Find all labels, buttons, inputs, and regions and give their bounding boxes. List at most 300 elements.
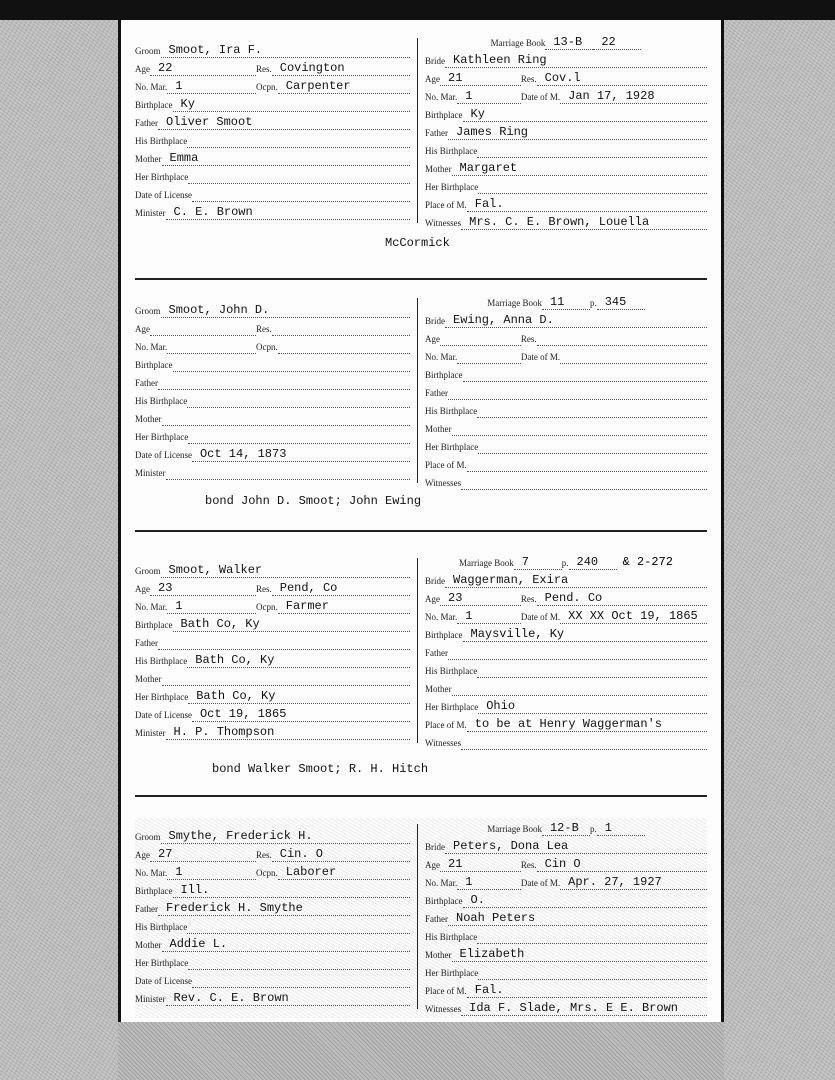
- form-row: [135, 722, 410, 740]
- field-label: His Birthplace: [135, 396, 188, 406]
- form-field: [487, 296, 590, 310]
- field-label: Groom: [135, 566, 161, 576]
- form-field: [425, 406, 707, 418]
- groom-section: [135, 40, 410, 220]
- field-label: Age: [135, 64, 150, 74]
- field-label: Mother: [135, 414, 162, 424]
- form-field: [425, 146, 707, 158]
- form-row: [135, 372, 410, 390]
- form-field: [135, 62, 256, 76]
- form-row: [425, 872, 707, 890]
- field-label: Birthplace: [135, 620, 173, 630]
- field-label: Father: [135, 118, 158, 128]
- form-row: [425, 194, 707, 212]
- field-value: 13-B: [545, 36, 593, 50]
- field-label: Birthplace: [425, 630, 463, 640]
- field-label: Bride: [425, 316, 445, 326]
- form-field: [135, 414, 410, 426]
- column-divider: [417, 824, 418, 1009]
- form-row: [425, 364, 707, 382]
- record-note: McCormick: [385, 236, 450, 250]
- form-field: [425, 574, 707, 588]
- form-field: [135, 136, 410, 148]
- field-value: Fal.: [467, 984, 707, 998]
- form-field: [425, 700, 707, 714]
- field-label: Marriage Book: [487, 824, 542, 834]
- form-field: [425, 90, 521, 104]
- form-field: [562, 556, 617, 570]
- form-field: [256, 866, 410, 880]
- field-label: No. Mar.: [425, 878, 458, 888]
- form-field: [135, 618, 410, 632]
- field-label: Birthplace: [135, 886, 173, 896]
- form-field: [425, 126, 707, 140]
- form-field: [135, 884, 410, 898]
- form-field: [135, 976, 410, 988]
- form-row: [135, 880, 410, 898]
- form-row: [135, 76, 410, 94]
- field-label: Res.: [520, 860, 537, 870]
- field-value: 1: [167, 80, 256, 94]
- form-field: [425, 932, 707, 944]
- field-label: Mother: [135, 674, 162, 684]
- form-field: [135, 378, 410, 390]
- form-row: [135, 826, 410, 844]
- field-value: Cov.l: [537, 72, 707, 86]
- field-label: Res.: [256, 850, 272, 860]
- field-value: Peters, Dona Lea: [445, 840, 707, 854]
- form-field: [135, 708, 410, 722]
- field-label: Age: [135, 324, 150, 334]
- form-field: [256, 324, 410, 336]
- form-row: [135, 916, 410, 934]
- form-field: [425, 840, 707, 854]
- form-field: [425, 478, 707, 490]
- field-label: Birthplace: [135, 360, 173, 370]
- field-label: Her Birthplace: [135, 432, 189, 442]
- field-label: His Birthplace: [425, 406, 478, 416]
- form-field: [256, 62, 410, 76]
- field-label: No. Mar.: [135, 868, 168, 878]
- form-field: [135, 98, 410, 112]
- field-value: Covington: [272, 62, 410, 76]
- form-field: [425, 684, 707, 696]
- field-label: Father: [425, 388, 448, 398]
- form-field: [425, 592, 521, 606]
- field-value: 23: [150, 582, 256, 596]
- field-label: Birthplace: [425, 896, 463, 906]
- scan-noise: [118, 1022, 724, 1080]
- form-field: [135, 866, 256, 880]
- form-field: [425, 216, 707, 230]
- field-value: Maysville, Ky: [463, 628, 708, 642]
- form-row: [135, 202, 410, 220]
- field-value: to be at Henry Waggerman's: [467, 718, 707, 732]
- form-row: [425, 926, 707, 944]
- column-divider: [417, 298, 418, 483]
- form-field: [135, 564, 410, 578]
- field-label: Age: [135, 584, 150, 594]
- form-row: [425, 292, 707, 310]
- field-label: Date of M.: [520, 612, 561, 622]
- field-value: 21: [440, 858, 521, 872]
- field-value: Mrs. C. E. Brown, Louella: [461, 216, 707, 230]
- form-field: [256, 342, 410, 354]
- form-field: [425, 424, 707, 436]
- form-field: [135, 44, 410, 58]
- form-field: [425, 666, 707, 678]
- form-row: [425, 86, 707, 104]
- form-field: [135, 654, 410, 668]
- field-label: Father: [425, 914, 448, 924]
- field-value: Pend, Co: [272, 582, 410, 596]
- field-label: Place of M.: [425, 460, 467, 470]
- form-row: [425, 588, 707, 606]
- form-row: [135, 408, 410, 426]
- form-field: [521, 72, 707, 86]
- form-field: [425, 442, 707, 454]
- form-row: [135, 462, 410, 480]
- form-row: [135, 650, 410, 668]
- record-divider: [135, 278, 707, 280]
- field-label: No. Mar.: [425, 612, 458, 622]
- form-row: [425, 962, 707, 980]
- field-value: Smoot, Ira F.: [161, 44, 411, 58]
- field-label: Res.: [256, 64, 272, 74]
- form-field: [590, 296, 645, 310]
- form-row: [425, 980, 707, 998]
- form-field: [135, 938, 410, 952]
- form-field: [425, 370, 707, 382]
- form-field: [425, 182, 707, 194]
- form-row: [135, 40, 410, 58]
- field-value: Ill.: [173, 884, 411, 898]
- form-row: [425, 32, 707, 50]
- field-label: Witnesses: [425, 1004, 462, 1014]
- form-row: [425, 328, 707, 346]
- field-value: 1: [457, 90, 521, 104]
- field-label: No. Mar.: [135, 602, 168, 612]
- marriage-record-card: [135, 292, 707, 492]
- field-label: Age: [425, 74, 440, 84]
- form-field: [135, 190, 410, 202]
- field-value: Frederick H. Smythe: [158, 902, 410, 916]
- field-value: [166, 479, 411, 480]
- field-label: Witnesses: [425, 218, 462, 228]
- field-label: His Birthplace: [425, 146, 478, 156]
- field-label: Res.: [256, 584, 272, 594]
- form-row: [425, 140, 707, 158]
- form-row: [425, 382, 707, 400]
- form-row: [135, 94, 410, 112]
- form-field: [521, 610, 707, 624]
- form-row: [425, 944, 707, 962]
- form-row: [425, 854, 707, 872]
- record-divider: [135, 795, 707, 797]
- form-row: [425, 890, 707, 908]
- form-field: [425, 948, 707, 962]
- form-field: [487, 822, 590, 836]
- form-row: [425, 606, 707, 624]
- form-row: [425, 908, 707, 926]
- field-label: p.: [561, 558, 569, 568]
- field-value: 22: [150, 62, 256, 76]
- form-row: [425, 400, 707, 418]
- form-row: [135, 130, 410, 148]
- field-label: No. Mar.: [135, 82, 168, 92]
- field-label: Mother: [135, 940, 162, 950]
- form-field: [135, 902, 410, 916]
- form-field: [425, 162, 707, 176]
- field-label: No. Mar.: [425, 352, 458, 362]
- form-row: [425, 818, 707, 836]
- form-row: [135, 318, 410, 336]
- bride-section: [425, 818, 707, 1016]
- field-label: Date of License: [135, 976, 192, 986]
- form-field: [135, 80, 256, 94]
- field-value: [461, 749, 707, 750]
- field-value: Ky: [463, 108, 708, 122]
- record-note: bond Walker Smoot; R. H. Hitch: [212, 762, 429, 776]
- field-label: Her Birthplace: [135, 958, 189, 968]
- form-field: [593, 36, 641, 50]
- column-divider: [417, 38, 418, 223]
- field-value: 1: [457, 876, 521, 890]
- form-row: [425, 454, 707, 472]
- field-label: Bride: [425, 56, 445, 66]
- marriage-record-card: [135, 552, 707, 752]
- form-field: [521, 90, 707, 104]
- field-value: Ewing, Anna D.: [445, 314, 707, 328]
- form-row: [425, 642, 707, 660]
- form-field: [425, 858, 521, 872]
- field-label: Her Birthplace: [425, 182, 479, 192]
- form-field: [425, 460, 707, 472]
- column-divider: [417, 558, 418, 743]
- record-divider: [135, 530, 707, 532]
- form-row: [135, 426, 410, 444]
- field-value: Oct 14, 1873: [192, 448, 410, 462]
- form-row: [425, 732, 707, 750]
- field-label: Mother: [425, 684, 452, 694]
- form-row: [425, 68, 707, 86]
- form-row: [425, 50, 707, 68]
- form-field: [135, 600, 256, 614]
- field-value: 22: [593, 36, 641, 50]
- form-row: [135, 686, 410, 704]
- field-label: Place of M.: [425, 720, 467, 730]
- field-label: His Birthplace: [135, 136, 188, 146]
- field-value: Smoot, John D.: [161, 304, 411, 318]
- form-field: [135, 958, 410, 970]
- form-field: [425, 912, 707, 926]
- form-row: [425, 122, 707, 140]
- form-row: [135, 300, 410, 318]
- field-value: Bath Co, Ky: [187, 654, 410, 668]
- field-label: Age: [135, 850, 150, 860]
- field-label: Age: [425, 594, 440, 604]
- form-row: [135, 988, 410, 1006]
- field-label: Mother: [425, 164, 452, 174]
- field-label: Mother: [425, 424, 452, 434]
- field-label: Place of M.: [425, 200, 467, 210]
- form-field: [521, 334, 707, 346]
- field-label: Her Birthplace: [135, 172, 189, 182]
- field-value: James Ring: [448, 126, 707, 140]
- field-label: Res.: [520, 594, 537, 604]
- form-row: [135, 704, 410, 722]
- form-field: [491, 36, 594, 50]
- form-field: [425, 876, 521, 890]
- field-value: Oct 19, 1865: [192, 708, 410, 722]
- field-value: 1: [597, 822, 645, 836]
- form-row: [135, 112, 410, 130]
- form-field: [459, 556, 562, 570]
- form-field: [425, 54, 707, 68]
- form-row: [135, 444, 410, 462]
- marriage-book-extra: & 2-272: [622, 555, 673, 569]
- form-field: [425, 108, 707, 122]
- field-value: Oliver Smoot: [158, 116, 410, 130]
- form-row: [425, 346, 707, 364]
- field-value: 12-B: [542, 822, 590, 836]
- form-field: [425, 968, 707, 980]
- form-field: [135, 674, 410, 686]
- field-value: C. E. Brown: [166, 206, 411, 220]
- form-field: [135, 468, 410, 480]
- form-field: [256, 80, 410, 94]
- form-field: [425, 352, 521, 364]
- field-label: Bride: [425, 842, 445, 852]
- bride-section: [425, 32, 707, 230]
- form-row: [135, 614, 410, 632]
- field-label: Date of License: [135, 190, 192, 200]
- form-row: [425, 472, 707, 490]
- form-row: [135, 148, 410, 166]
- form-row: [135, 184, 410, 202]
- form-row: [135, 58, 410, 76]
- field-label: Minister: [135, 468, 166, 478]
- form-row: [425, 570, 707, 588]
- form-row: [425, 836, 707, 854]
- field-value: Addie L.: [162, 938, 411, 952]
- form-field: [135, 116, 410, 130]
- form-row: [135, 632, 410, 650]
- field-label: Minister: [135, 728, 166, 738]
- field-value: Cin O: [537, 858, 707, 872]
- field-label: Date of M.: [520, 352, 561, 362]
- field-label: No. Mar.: [135, 342, 168, 352]
- form-row: [425, 418, 707, 436]
- field-label: His Birthplace: [135, 922, 188, 932]
- form-row: [425, 678, 707, 696]
- form-field: [521, 352, 707, 364]
- form-field: [135, 396, 410, 408]
- field-label: Res.: [520, 74, 537, 84]
- form-field: [425, 628, 707, 642]
- form-row: [135, 390, 410, 408]
- groom-section: [135, 826, 410, 1006]
- form-row: [425, 660, 707, 678]
- field-label: Father: [135, 638, 158, 648]
- form-field: [135, 922, 410, 934]
- form-field: [135, 360, 410, 372]
- record-note: bond John D. Smoot; John Ewing: [205, 494, 422, 508]
- form-field: [425, 894, 707, 908]
- form-row: [135, 844, 410, 862]
- field-label: Birthplace: [425, 370, 463, 380]
- field-label: His Birthplace: [135, 656, 188, 666]
- field-label: Marriage Book: [459, 558, 514, 568]
- field-label: Minister: [135, 994, 166, 1004]
- form-row: [135, 596, 410, 614]
- field-label: p.: [589, 298, 597, 308]
- field-label: Date of License: [135, 710, 192, 720]
- field-label: Father: [135, 378, 158, 388]
- field-value: H. P. Thompson: [166, 726, 411, 740]
- field-value: Ky: [173, 98, 411, 112]
- form-row: [135, 970, 410, 988]
- field-label: His Birthplace: [425, 932, 478, 942]
- field-value: Noah Peters: [448, 912, 707, 926]
- field-label: Her Birthplace: [135, 692, 189, 702]
- field-value: 345: [597, 296, 645, 310]
- field-label: Date of License: [135, 450, 192, 460]
- form-field: [425, 314, 707, 328]
- form-field: [425, 718, 707, 732]
- field-value: Fal.: [467, 198, 707, 212]
- form-field: [135, 690, 410, 704]
- field-label: Res.: [256, 324, 272, 334]
- field-label: Birthplace: [425, 110, 463, 120]
- form-field: [425, 388, 707, 400]
- form-field: [590, 822, 645, 836]
- field-value: Laborer: [278, 866, 410, 880]
- field-value: 1: [167, 600, 256, 614]
- field-label: Father: [425, 128, 448, 138]
- field-value: 240: [569, 556, 617, 570]
- field-value: 7: [514, 556, 562, 570]
- form-field: [256, 848, 410, 862]
- field-value: Waggerman, Exira: [445, 574, 707, 588]
- field-label: Marriage Book: [487, 298, 542, 308]
- form-field: [135, 304, 410, 318]
- field-value: Smythe, Frederick H.: [161, 830, 411, 844]
- field-value: Pend. Co: [537, 592, 707, 606]
- field-label: Witnesses: [425, 478, 462, 488]
- form-field: [135, 830, 410, 844]
- field-value: Apr. 27, 1927: [560, 876, 707, 890]
- form-field: [135, 206, 410, 220]
- form-row: [425, 104, 707, 122]
- form-row: [425, 552, 707, 570]
- field-value: 27: [150, 848, 256, 862]
- field-value: Smoot, Walker: [161, 564, 411, 578]
- field-label: Age: [425, 860, 440, 870]
- form-row: [135, 862, 410, 880]
- form-field: [425, 198, 707, 212]
- bride-section: [425, 552, 707, 750]
- scanner-top-band: [0, 0, 835, 20]
- field-label: Mother: [135, 154, 162, 164]
- field-value: 1: [167, 866, 256, 880]
- form-row: [425, 176, 707, 194]
- form-row: [425, 310, 707, 328]
- field-label: Ocpn.: [256, 602, 278, 612]
- field-value: Ohio: [478, 700, 707, 714]
- field-value: Elizabeth: [452, 948, 708, 962]
- form-row: [425, 696, 707, 714]
